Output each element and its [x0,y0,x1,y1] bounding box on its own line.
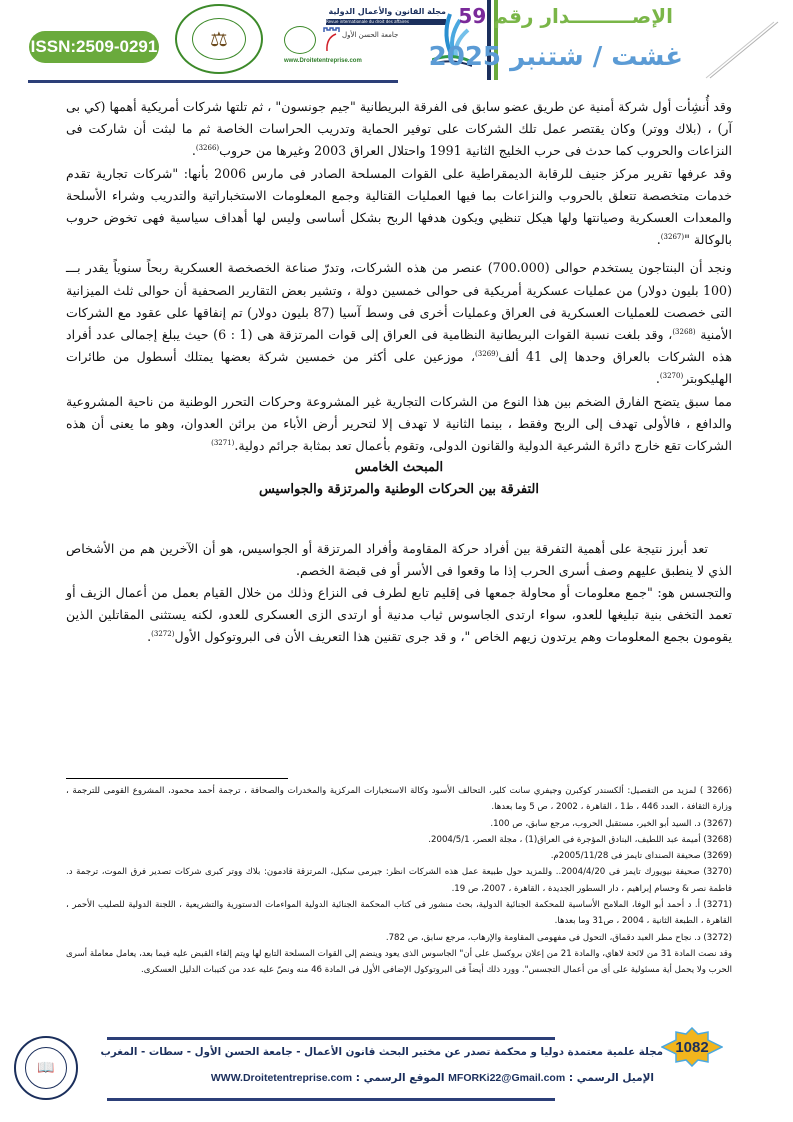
footnote-ref[interactable]: (3268) [672,327,696,336]
footer-description: مجلة علمية معتمدة دوليا و محكمة تصدر عن مختبر البحث قانون الأعمال - جامعة الحسن الأول - سطات - المغرب [100,1046,663,1058]
footnote-ref[interactable]: (3269) [475,350,499,359]
site-label: الموقع الرسمي : [355,1072,445,1084]
mini-lab-seal-icon [284,26,316,54]
footnote: (3270) صحيفة نيويورك تايمز فى 2004/4/20.. وللمزيد حول طبيعة عمل هذه الشركات انظر: جيرمى سكيل، المرتزقة قادمون: بلاك ووتر كبرى شركات تصدير فرق الموت، ترجمة د. فاطمة نصر & وحسام إبراهيم ، دار السطور الجديدة ، القاهرة ، 2007، ص 19. [66,867,733,894]
email-link[interactable]: MFORKi22@Gmail.com [448,1072,566,1084]
issue-number-value: 59 [458,4,487,28]
paragraph: وقد أُنشِأت أول شركة أمنية عن طريق عضو سابق فى الفرقة البريطانية "جيم جونسون" ، ثم تلتها شركات أمريكية أهمها (كي بى آر) ، (بلاك ووتر) وكان يقتصر عمل تلك الشركات على توفير الحماية وتدريب الحراسات الخاصة ثم ما لبثت أن شاركت فى النزاعات والحروب كما حدث فى حرب الخليج الثانية 1991 واحتلال العراق 2003 وغيرها من حروب$^{(3266)}$. [66,99,732,159]
decorative-slash-lines [700,20,780,80]
page-header [0,0,793,82]
footer-divider-bottom [107,1098,555,1101]
footnote: (3272) د. نجاح مطر العبد دقماق، التحول فى مفهومى المقاومة والإرهاب، مرجع سابق، ص 782. [385,932,732,943]
footnotes [66,783,732,979]
paragraph: مما سبق يتضح الفارق الضخم بين هذا النوع من الشركات التجارية غير المشروعة وحركات التحرر الوطنية من ناحية المشروعية والدافع ، فالأولى تهدف إلى الربح وفقط ، بينما الثانية لا تهدف إلا لتحرير أرض الأباء من براثن العدوان، وهو ما يعنى أن هذه الشركات تقع خارج دائرة الشرعية الدولية والقانون الدولى، وتقوم بأعمال تعد بمثابة جرائم دولية.$^{(3271)}$ [66,393,732,454]
paragraph: ونجد أن البنتاجون يستخدم حوالى (700.000) عنصر من هذه الشركات، وتدرّ صناعة الخصخصة العسكرية ربحاً سنوياً يقدر بـــ (100 بليون دولار) من عمليات عسكرية أمريكية فى حوالى خمسين دولة ، وتشير بعض التقارير الصحفية أن حوالى ثلث الميزانية التى خصصت للعمليات العسكرية فى العراق وعمليات أخرى فى وسط آسيا (87 بليون دولار) تم إنفاقها على عقود مع الشركات الأمنية $^{(3268)}$، وقد بلغت نسبة القوات البريطانية النظامية فى العراق إلى قوات المرتزقة هى (1 : 6) حيث يبلغ إجمالى عدد أفراد هذه الشركات بالعراق وحدها إلى 41 ألف$^{(3269)}$، موزعين على أكثر من خمسين شركة بعضها يمتلك أسطول من طائرات الهليكوبتر$^{(3270)}$. [66,260,732,387]
footnote: وقد نصت المادة 31 من لائحة لاهاي، والمادة 21 من إعلان بروكسل على أن" الجاسوس الذى يعود وينضم إلى القوات المسلحة التابع لها ويتم إلقاء القبض عليه فيما بعد، يعامل معاملة أسرى الحرب ولا يحمل أية مسئولية على أى من أعمال التجسس". وورد ذلك أيضاً فى البروتوكول الإضافى الأول فى المادة 46 منه ونصّ عليه عدد من كتيبات الدليل العسكرى. [66,948,732,976]
issue-date: غشت / شتنبر 2025 [428,42,683,72]
paragraph: تعد أبرز نتيجة على أهمية التفرقة بين أفراد حركة المقاومة وأفراد المرتزقة أو الجواسيس، هو أن الآخرين هم من الأشخاص الذي لا ينطبق عليهم وصف أسرى الحرب إذا ما وقعوا فى الأسر أو فى قبضة الخصم. [66,540,732,578]
website-link[interactable]: WWW.Droitetentreprise.com [210,1072,353,1084]
journal-title: مجلة القانون والأعمال الدولية [328,7,446,16]
paragraph: والتجسس هو: "جمع معلومات أو محاولة جمعها فى إقليم تابع لطرف فى النزاع وذلك من خلال القيام بعمل من أعمال الزيف أو تعمد التخفى بنية تبليغها للعدو، سواء ارتدى الجاسوس ثياب مدنية أو ارتدى الزى العسكرى للعدو، لكنه يستثنى المقاتلين الذين يقومون بجمع المعلومات وهم يرتدون زيهم الخاص "، و قد جرى تقنين هذا التعريف الأن فى البروتوكول الأول$^{(3272)}$. [66,585,732,645]
journal-url: www.Droitetentreprise.com [284,58,362,64]
section-heading: المبحث الخامس [354,460,444,476]
footer-divider-top [107,1037,555,1040]
footnote: (3269) صحيفة الصنداى تايمز فى 2005/11/28م. [550,851,732,862]
lab-seal-logo [175,4,263,74]
journal-subtitle: Revue internationale du droit des affaires [326,19,446,25]
footnote-ref[interactable]: (3267) [660,233,685,242]
footnote-ref[interactable]: (3270) [659,372,684,381]
footnote-ref[interactable]: (3266) [195,144,220,153]
footnote: (3271) أ. د أحمد أبو الوفا، الملامح الأساسية للمحكمة الجنائية الدولية، بحث منشور فى كتاب المحكمة الجنائية الدولية المواءمات الدستورية والتشريعية ، اللجنة الدولية للصليب الأحمر ، القاهرة ، الطبعة الثانية ، 2004 ، ص31 وما بعدها. [66,900,732,927]
issue-label: الإصـــــــــدار رقم [493,4,673,28]
scales-of-justice-icon: ⚖ [192,18,246,60]
issue-number [458,4,673,28]
email-label: الإميل الرسمي : [568,1072,654,1084]
footnote: (3267) د. السيد أبو الخير، مستقبل الحروب، مرجع سابق، ص 100. [490,818,732,829]
page-number: 1082 [675,1038,709,1056]
university-name: جامعة الحسن الأول [342,31,399,39]
issn-badge: ISSN:2509-0291 [29,31,159,63]
footnote: (3266 ) لمزيد من التفصيل: ألكسندر كوكبرن وجيفري سانت كلير، التحالف الأسود وكالة الاستخبارات المركزية والمخدرات والصحافة ، ترجمة أحمد محمود، المشروع القومى للترجمة ، وزارة الثقافة ، العدد 446 ، ط1 ، القاهرة ، 2002 ، ص 5 وما بعدها. [66,786,732,813]
book-emblem-icon: 📖 [25,1047,67,1089]
footnote-separator [66,778,288,779]
footnote: (3268) أميمة عبد اللطيف، البنادق المؤجرة فى العراق(1) ، مجلة العصر، 2004/5/1. [428,834,732,845]
footer-contacts [134,1072,654,1084]
article-body [66,96,732,649]
section-subheading: التفرقة بين الحركات الوطنية والمرتزقة والجواسيس [259,482,539,498]
footnote-ref[interactable]: (3272) [151,630,175,639]
header-divider [28,80,398,83]
footnote-ref[interactable]: (3271) [211,438,235,447]
editor-seal-logo [14,1036,78,1100]
paragraph: وقد عرفها تقرير مركز جنيف للرقابة الديمقراطية على القوات المسلحة الصادر فى مارس 2006 بأنها: "شركات تجارية تقدم خدمات متخصصة تتعلق بالحروب والنزاعات بما فيها العمليات القتالية وجمع المعلومات الاستخباراتية والتدريب وشراء الأسلحة والمعدات العسكرية وصيانتها ولها هيكل تنظيي ويكون هدفها الربح بشكل أساسى وليس لها أهداف سياسية فهى تخوض حروب بالوكالة "$^{(3267)}$. [66,165,732,248]
page-number-badge [661,1027,723,1067]
university-emblem-icon [322,26,340,52]
